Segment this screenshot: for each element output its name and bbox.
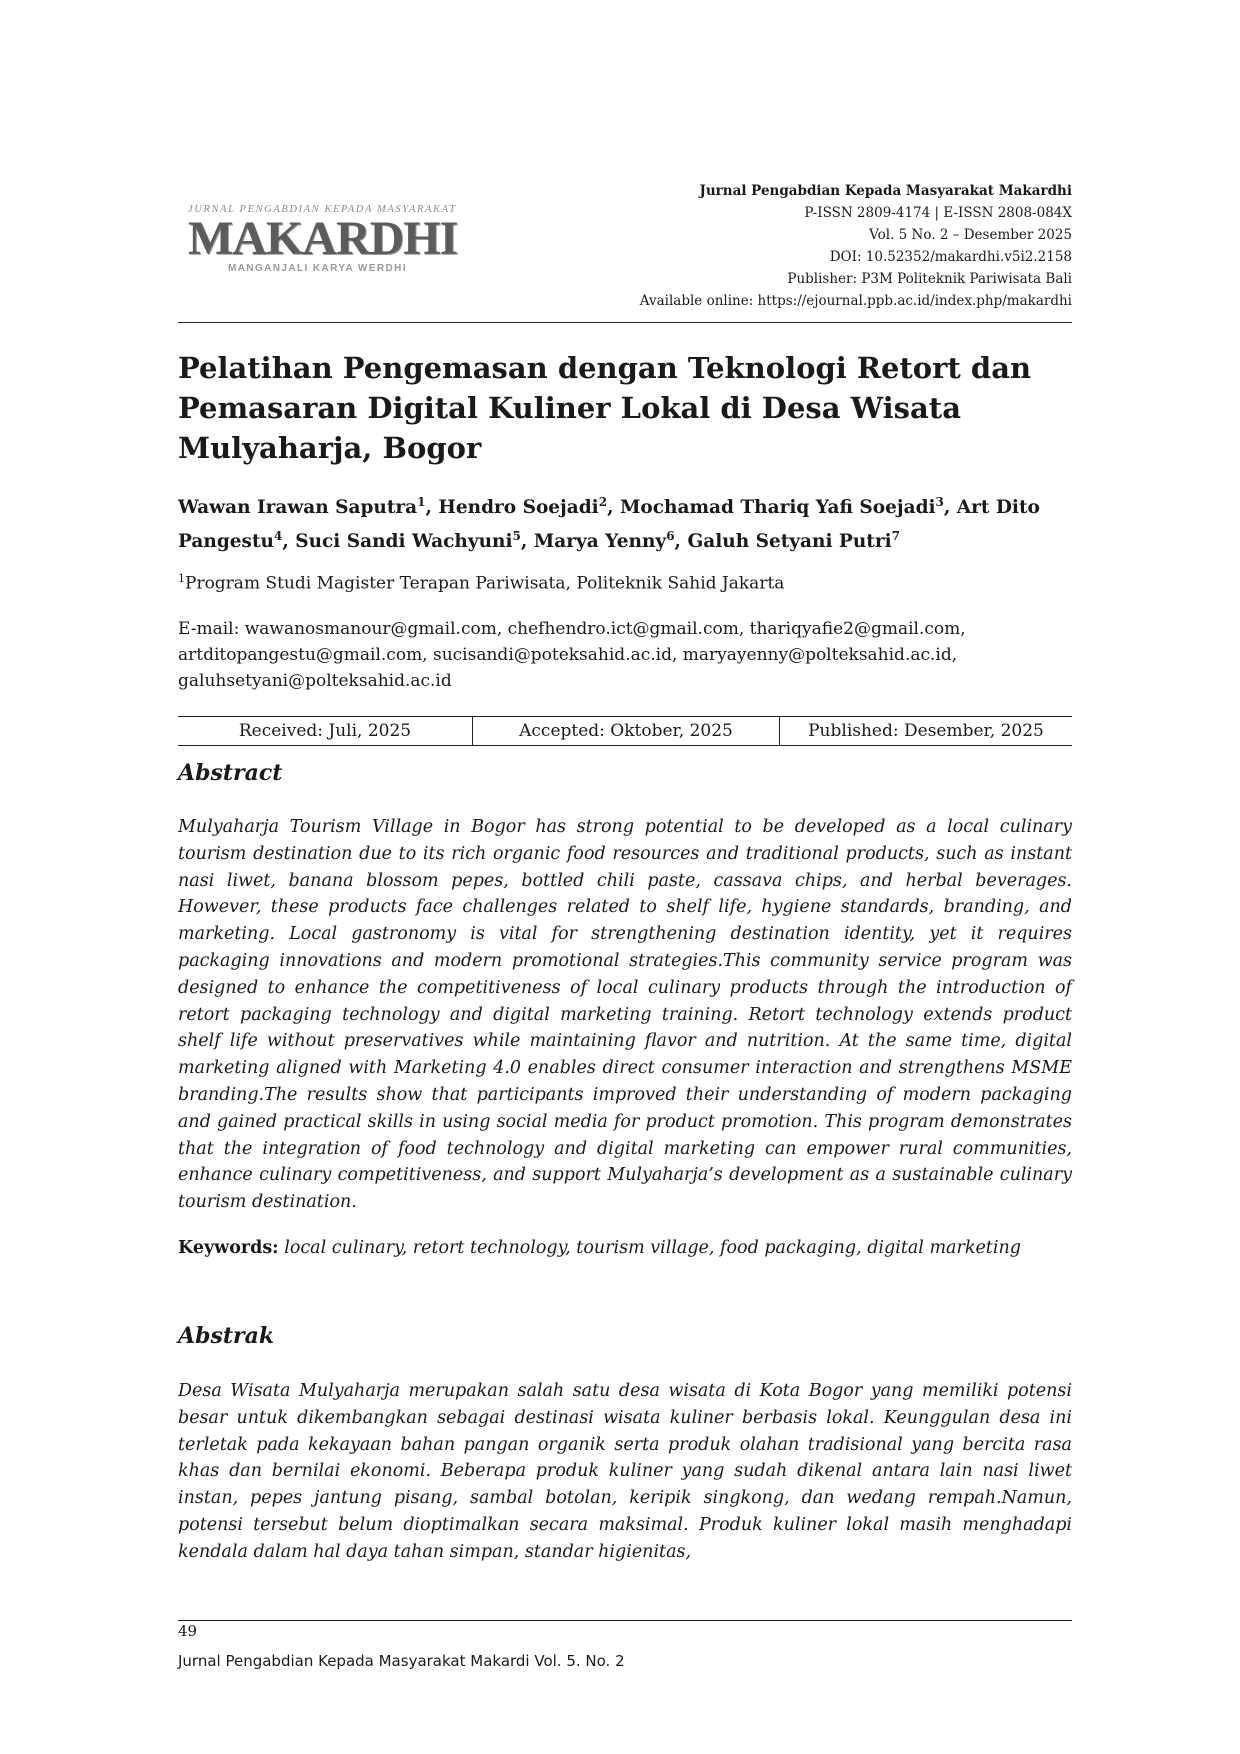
submission-dates-table (178, 716, 1072, 746)
author-sep: , (520, 531, 534, 553)
author-sup: 4 (273, 529, 283, 544)
footer-journal-text: Jurnal Pengabdian Kepada Masyarakat Makardi Vol. 5. No. 2 (178, 1652, 625, 1670)
affiliation-text: Program Studi Magister Terapan Pariwisata, Politeknik Sahid Jakarta (185, 573, 785, 594)
author-name: Art Dito Pangestu (178, 497, 1040, 553)
author-name: Galuh Setyani Putri (687, 531, 892, 553)
abstract-heading: Abstract (178, 760, 283, 786)
logo-sub-text: MANGANJALI KARYA WERDHI (228, 263, 407, 274)
author-sup: 5 (512, 529, 521, 544)
paper-title: Pelatihan Pengemasan dengan Teknologi Retort dan Pemasaran Digital Kuliner Lokal di Desa Wisata Mulyaharja, Bogor (178, 351, 1032, 465)
accepted-date: Accepted: Oktober, 2025 (473, 717, 780, 745)
author-sep: , (282, 531, 296, 553)
journal-online-link[interactable]: Available online: https://ejournal.ppb.ac.id/index.php/makardhi (639, 293, 1072, 309)
author-name: Wawan Irawan Saputra (178, 497, 418, 519)
author-name: Marya Yenny (533, 531, 667, 553)
author-sup: 1 (417, 495, 426, 509)
page-number: 49 (178, 1622, 198, 1640)
author-emails: E-mail: wawanosmanour@gmail.com, chefhendro.ict@gmail.com, thariqyafie2@gmail.com, artditopangestu@gmail.com, sucisandi@poteksahid.ac.id, maryayenny@polteksahid.ac.id, galuhsetyani@polteksahid.ac.id (178, 619, 966, 691)
received-date: Received: Juli, 2025 (178, 717, 473, 745)
author-sup: 6 (666, 529, 675, 544)
abstract-text: Mulyaharja Tourism Village in Bogor has strong potential to be developed as a local culinary tourism destination due to its rich organic food resources and traditional products, such as instant nasi liwet, banana blossom pepes, bottled chili paste, cassava chips, and herbal beverages. However, these products face challenges related to shelf life, hygiene standards, branding, and marketing. Local gastronomy is vital for strengthening destination identity, yet it requires packaging innovations and modern promotional strategies.This community service program was designed to enhance the competitiveness of local culinary products through the introduction of retort packaging technology and digital marketing training. Retort technology extends product shelf life without preservatives while maintaining flavor and nutrition. At the same time, digital marketing aligned with Marketing 4.0 enables direct consumer interaction and strengthens MSME branding.The results show that participants improved their understanding of modern packaging and gained practical skills in using social media for product promotion. This program demonstrates that the integration of food technology and digital marketing can empower rural communities, enhance culinary competitiveness, and support Mulyaharja’s development as a sustainable culinary tourism destination. (178, 817, 1072, 1213)
journal-doi: DOI: 10.52352/makardhi.v5i2.2158 (829, 249, 1072, 265)
author-sup: 2 (598, 495, 608, 509)
journal-publisher: Publisher: P3M Politeknik Pariwisata Bali (787, 271, 1072, 287)
journal-issn: P-ISSN 2809-4174 | E-ISSN 2808-084X (804, 205, 1072, 221)
header-divider (178, 322, 1072, 323)
author-list (178, 488, 1068, 556)
author-name: Mochamad Thariq Yafi Soejadi (619, 497, 936, 519)
author-name: Hendro Soejadi (438, 497, 599, 519)
logo-main-text: MAKARDHI (188, 212, 458, 265)
keywords (178, 1235, 1072, 1262)
logo-top-text: JURNAL PENGABDIAN KEPADA MASYARAKAT (188, 204, 457, 215)
author-sep: , (425, 497, 439, 519)
author-sep: , (607, 497, 620, 519)
author-sep: , (674, 531, 688, 553)
author-sup: 3 (935, 495, 944, 509)
keywords-label: Keywords: (178, 1238, 279, 1258)
abstrak-text: Desa Wisata Mulyaharja merupakan salah satu desa wisata di Kota Bogor yang memiliki potensi besar untuk dikembangkan sebagai destinasi wisata kuliner berbasis lokal. Keunggulan desa ini terletak pada kekayaan bahan pangan organik serta produk olahan tradisional yang bercita rasa khas dan bernilai ekonomi. Beberapa produk kuliner yang sudah dikenal antara lain nasi liwet instan, pepes jantung pisang, sambal botolan, keripik singkong, dan wedang rempah.Namun, potensi tersebut belum dioptimalkan secara maksimal. Produk kuliner lokal masih menghadapi kendala dalam hal daya tahan simpan, standar higienitas, (178, 1381, 1072, 1562)
author-sep: , (943, 497, 957, 519)
affiliation (178, 566, 784, 597)
author-sup: 7 (891, 529, 900, 544)
journal-info (640, 180, 1072, 312)
abstrak-heading: Abstrak (178, 1323, 275, 1349)
affiliation-sup: 1 (178, 572, 185, 585)
journal-name: Jurnal Pengabdian Kepada Masyarakat Makardhi (699, 183, 1072, 199)
journal-logo (188, 204, 458, 288)
journal-volume: Vol. 5 No. 2 – Desember 2025 (869, 227, 1072, 243)
keywords-text: local culinary, retort technology, tourism village, food packaging, digital marketing (284, 1238, 1021, 1258)
published-date: Published: Desember, 2025 (808, 721, 1044, 741)
footer-divider (178, 1620, 1072, 1621)
author-name: Suci Sandi Wachyuni (295, 531, 513, 553)
